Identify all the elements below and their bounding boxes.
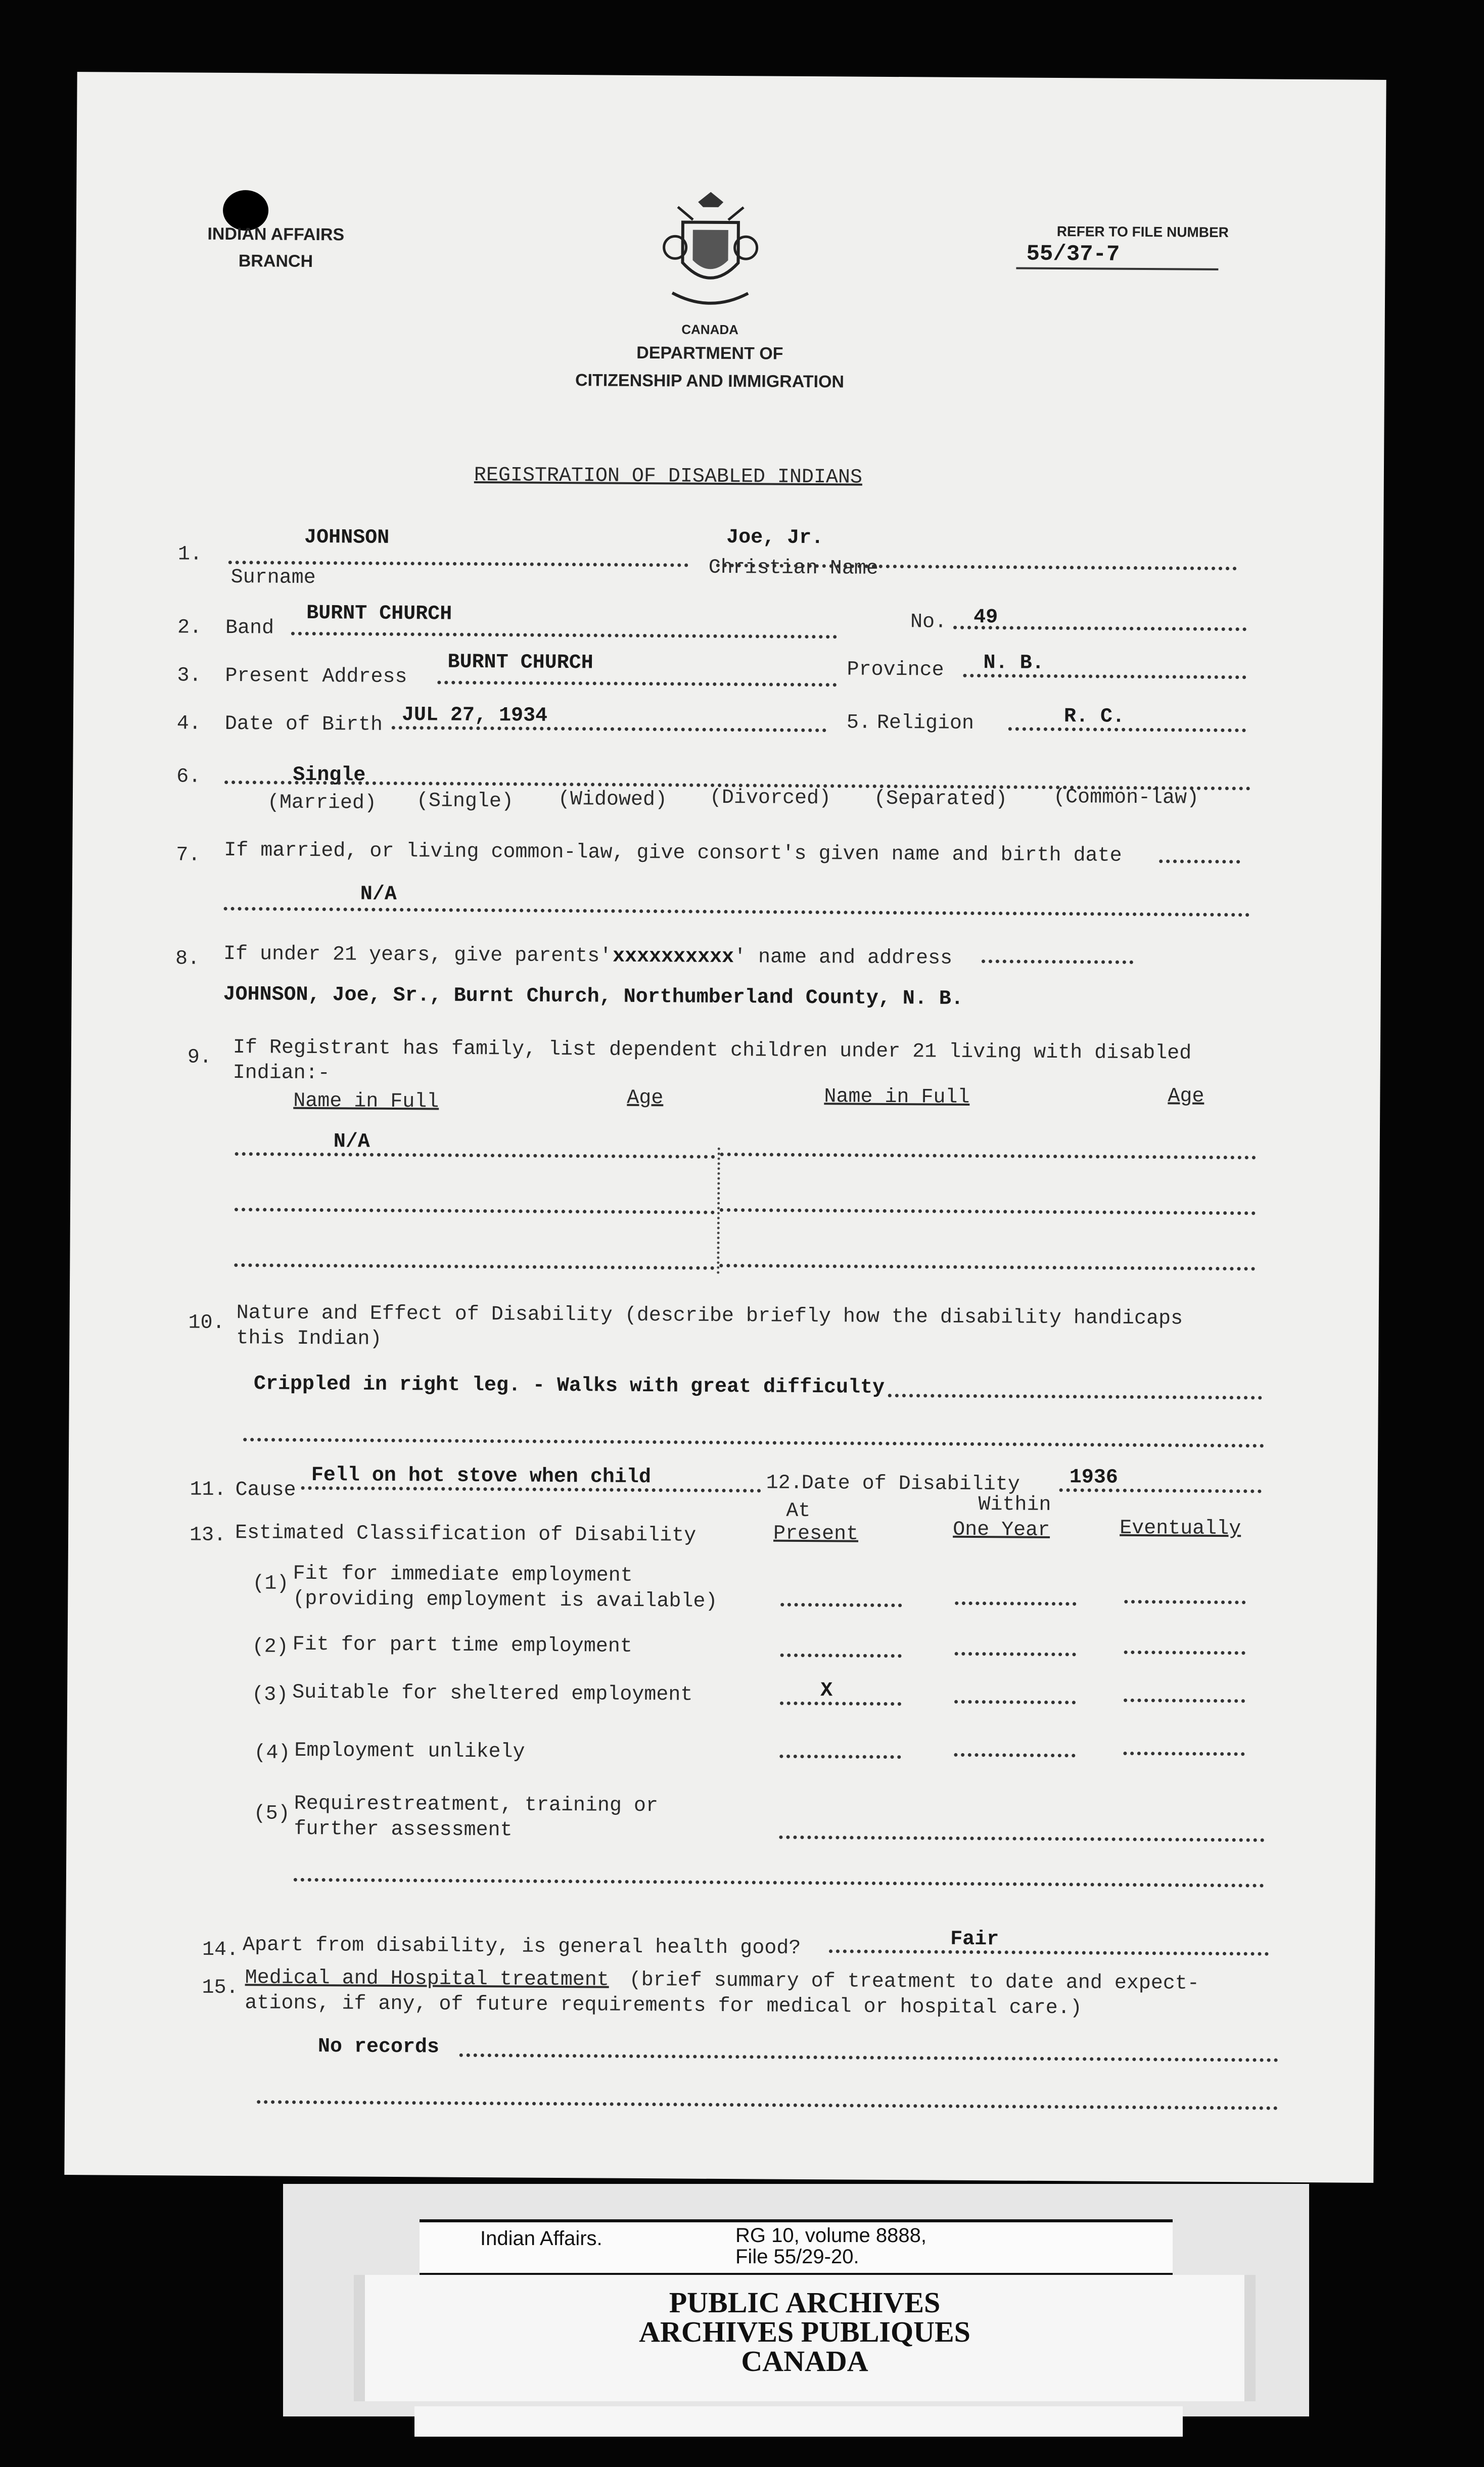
- q13-item3-present: [780, 1702, 901, 1706]
- q8-question-a: If under 21 years, give parents': [223, 942, 612, 968]
- q15-answer: No records: [317, 2035, 440, 2059]
- q10-question-line1: Nature and Effect of Disability (describe briefly how the disability handicaps: [236, 1302, 1183, 1331]
- q13-item1-text1: Fit for immediate employment: [293, 1562, 633, 1587]
- archive-source: Indian Affairs.: [480, 2227, 602, 2250]
- q13-item4-eventually: [1123, 1752, 1244, 1756]
- q6-option-single: (Single): [416, 790, 514, 813]
- q13-item4-text1: Employment unlikely: [294, 1739, 525, 1764]
- q9-row1-left: [235, 1152, 715, 1159]
- q6-option-married: (Married): [267, 791, 377, 815]
- q13-item2-present: [780, 1654, 902, 1658]
- q15-question-line2: ations, if any, of future requirements for medical or hospital care.): [245, 1992, 1082, 2020]
- q9-row1-right: [720, 1153, 1256, 1159]
- q13-item3-num: (3): [251, 1683, 289, 1707]
- q9-answer: N/A: [333, 1130, 370, 1154]
- q4-dob-line: [392, 726, 826, 732]
- q8-number: 8.: [175, 947, 200, 971]
- q6-option-common-law: (Common-law): [1053, 786, 1199, 810]
- q2-band-value: BURNT CHURCH: [306, 602, 452, 626]
- q1-surname-label: Surname: [230, 566, 316, 590]
- q8-struck-word: xxxxxxxxxx: [612, 945, 734, 969]
- q13-item2-num: (2): [252, 1635, 289, 1659]
- q13-item2-eventually: [1124, 1651, 1245, 1655]
- stamp-line2: ARCHIVES PUBLIQUES: [639, 2315, 970, 2348]
- q7-answer: N/A: [360, 883, 397, 906]
- q13-item5-line1: [779, 1836, 1264, 1842]
- q10-number: 10.: [188, 1311, 225, 1335]
- q3-address-label: Present Address: [225, 664, 407, 689]
- q2-no-label: No.: [910, 611, 947, 634]
- q9-col-name-left: Name in Full: [293, 1089, 439, 1114]
- q4-dob-label: Date of Birth: [224, 712, 383, 737]
- department-line2: CITIZENSHIP AND IMMIGRATION: [575, 371, 845, 392]
- q6-option-separated: (Separated): [873, 787, 1008, 811]
- q15-question-underlined: Medical and Hospital treatment: [245, 1967, 609, 1992]
- q5-religion-line: [1008, 727, 1246, 732]
- refer-to-file-label: REFER TO FILE NUMBER: [1056, 223, 1229, 241]
- q4-dob-value: JUL 27, 1934: [401, 704, 548, 727]
- q2-number: 2.: [177, 616, 202, 639]
- form-title: REGISTRATION OF DISABLED INDIANS: [474, 464, 863, 489]
- q13-item5-num: (5): [253, 1802, 290, 1825]
- department-line1: DEPARTMENT OF: [636, 343, 783, 363]
- q10-answer: Crippled in right leg. - Walks with great difficulty: [253, 1373, 885, 1399]
- q10-question-line2: this Indian): [236, 1327, 382, 1351]
- q5-religion-value: R. C.: [1063, 705, 1125, 728]
- q9-row3-left: [234, 1263, 714, 1270]
- q13-col-eventually: Eventually: [1120, 1517, 1241, 1541]
- q13-col-present-b: Present: [773, 1522, 859, 1546]
- q1-number: 1.: [177, 543, 203, 566]
- q15-number: 15.: [202, 1976, 239, 2000]
- q13-item1-eventually: [1124, 1600, 1245, 1604]
- q3-address-value: BURNT CHURCH: [447, 651, 593, 675]
- q9-col-age-left: Age: [627, 1086, 664, 1110]
- q13-item4-num: (4): [254, 1742, 291, 1765]
- file-number-underline: [1016, 267, 1218, 270]
- branch-line1: INDIAN AFFAIRS: [207, 224, 345, 245]
- q13-item3-text1: Suitable for sheltered employment: [292, 1681, 693, 1707]
- q3-province-line: [963, 674, 1246, 679]
- q10-answer-line2: [243, 1438, 1264, 1447]
- q8-question-b: ' name and address: [733, 946, 953, 970]
- q1-surname-value: JOHNSON: [304, 526, 390, 550]
- q13-item4-year: [954, 1753, 1075, 1757]
- q8-question-trail: [982, 960, 1133, 964]
- q9-col-age-right: Age: [1168, 1085, 1204, 1108]
- q5-religion-label: Religion: [876, 711, 975, 735]
- q15-question-line1: (brief summary of treatment to date and expect-: [629, 1969, 1199, 1995]
- q13-col-year-a: Within: [978, 1493, 1051, 1517]
- q3-province-label: Province: [847, 658, 944, 682]
- q7-question-trail: [1159, 859, 1240, 863]
- q13-item5-line2: [294, 1878, 1264, 1888]
- q2-no-line: [953, 626, 1246, 631]
- q12-label: Date of Disability: [801, 1472, 1020, 1496]
- q2-band-label: Band: [225, 616, 274, 640]
- q11-label: Cause: [235, 1479, 296, 1502]
- q7-question: If married, or living common-law, give consort's given name and birth date: [224, 839, 1122, 867]
- q13-item3-present-mark: X: [820, 1679, 833, 1703]
- archive-reference-line2: File 55/29-20.: [735, 2246, 859, 2268]
- file-number: 55/37-7: [1026, 241, 1120, 267]
- q14-number: 14.: [202, 1938, 239, 1962]
- archive-reference-label: [420, 2219, 1173, 2276]
- q9-row2-left: [235, 1208, 715, 1214]
- q13-item1-text2: (providing employment is available): [293, 1587, 718, 1613]
- q6-option-divorced: (Divorced): [709, 786, 831, 810]
- q12-answer-line: [1059, 1488, 1262, 1493]
- q13-col-present-a: At: [786, 1499, 811, 1523]
- q10-answer-trail: [888, 1394, 1262, 1400]
- branch-line2: BRANCH: [238, 251, 313, 271]
- q14-answer: Fair: [950, 1928, 999, 1951]
- q9-number: 9.: [187, 1046, 212, 1069]
- q12-answer: 1936: [1069, 1466, 1118, 1489]
- q13-item1-year: [955, 1602, 1076, 1606]
- q6-number: 6.: [176, 765, 201, 789]
- q12-number: 12.: [766, 1472, 803, 1495]
- q5-number: 5.: [846, 711, 871, 735]
- stamp-line1: PUBLIC ARCHIVES: [669, 2286, 941, 2319]
- q6-option-widowed: (Widowed): [558, 788, 668, 812]
- q13-item3-year: [954, 1700, 1076, 1704]
- q15-answer-line2: [257, 2100, 1278, 2110]
- q13-label: Estimated Classification of Disability: [235, 1522, 697, 1547]
- q6-marital-value: Single: [293, 763, 366, 787]
- q11-answer-line: [301, 1486, 761, 1493]
- q13-number: 13.: [189, 1524, 226, 1547]
- q13-item5-text1: Requirestreatment, training or: [294, 1792, 659, 1818]
- bottom-paper-strip: [414, 2406, 1183, 2437]
- q9-column-divider: [717, 1148, 720, 1274]
- q9-question-line2: Indian:-: [233, 1062, 330, 1085]
- q7-answer-line: [224, 907, 1250, 917]
- q4-number: 4.: [176, 712, 202, 736]
- q2-band-line: [291, 632, 837, 639]
- q9-question-line1: If Registrant has family, list dependent children under 21 living with disabled: [233, 1036, 1192, 1065]
- public-archives-stamp: [354, 2275, 1256, 2401]
- q13-item2-year: [955, 1652, 1076, 1656]
- q3-address-line: [437, 681, 837, 687]
- q11-answer: Fell on hot stove when child: [311, 1464, 652, 1489]
- q13-item3-eventually: [1124, 1699, 1245, 1703]
- q2-no-value: 49: [973, 606, 998, 629]
- q9-col-name-right: Name in Full: [824, 1085, 970, 1109]
- q13-item1-present: [780, 1603, 902, 1607]
- q13-col-year-b: One Year: [953, 1518, 1050, 1542]
- q1-christian-value: Joe, Jr.: [726, 526, 824, 550]
- archive-reference-line1: RG 10, volume 8888,: [735, 2224, 926, 2247]
- stamp-line3: CANADA: [741, 2345, 868, 2378]
- canada-caption: CANADA: [681, 322, 739, 338]
- q7-number: 7.: [176, 844, 201, 867]
- q9-row2-right: [720, 1208, 1256, 1215]
- q1-christian-label: Christian Name: [708, 556, 878, 580]
- q3-province-value: N. B.: [983, 652, 1044, 675]
- q14-answer-line: [829, 1949, 1269, 1955]
- q15-answer-trail: [459, 2053, 1278, 2062]
- q13-item4-present: [779, 1755, 901, 1759]
- q8-answer: JOHNSON, Joe, Sr., Burnt Church, Northumberland County, N. B.: [223, 983, 963, 1011]
- q9-row3-right: [719, 1264, 1255, 1270]
- q13-item5-text2: further assessment: [294, 1817, 513, 1842]
- coat-of-arms-emblem: [662, 192, 759, 313]
- q11-number: 11.: [190, 1478, 226, 1501]
- q13-item2-text1: Fit for part time employment: [292, 1633, 632, 1658]
- q3-number: 3.: [177, 664, 202, 688]
- registration-form-page: [64, 72, 1386, 2183]
- q14-question: Apart from disability, is general health good?: [242, 1934, 801, 1960]
- q13-item1-num: (1): [252, 1572, 289, 1595]
